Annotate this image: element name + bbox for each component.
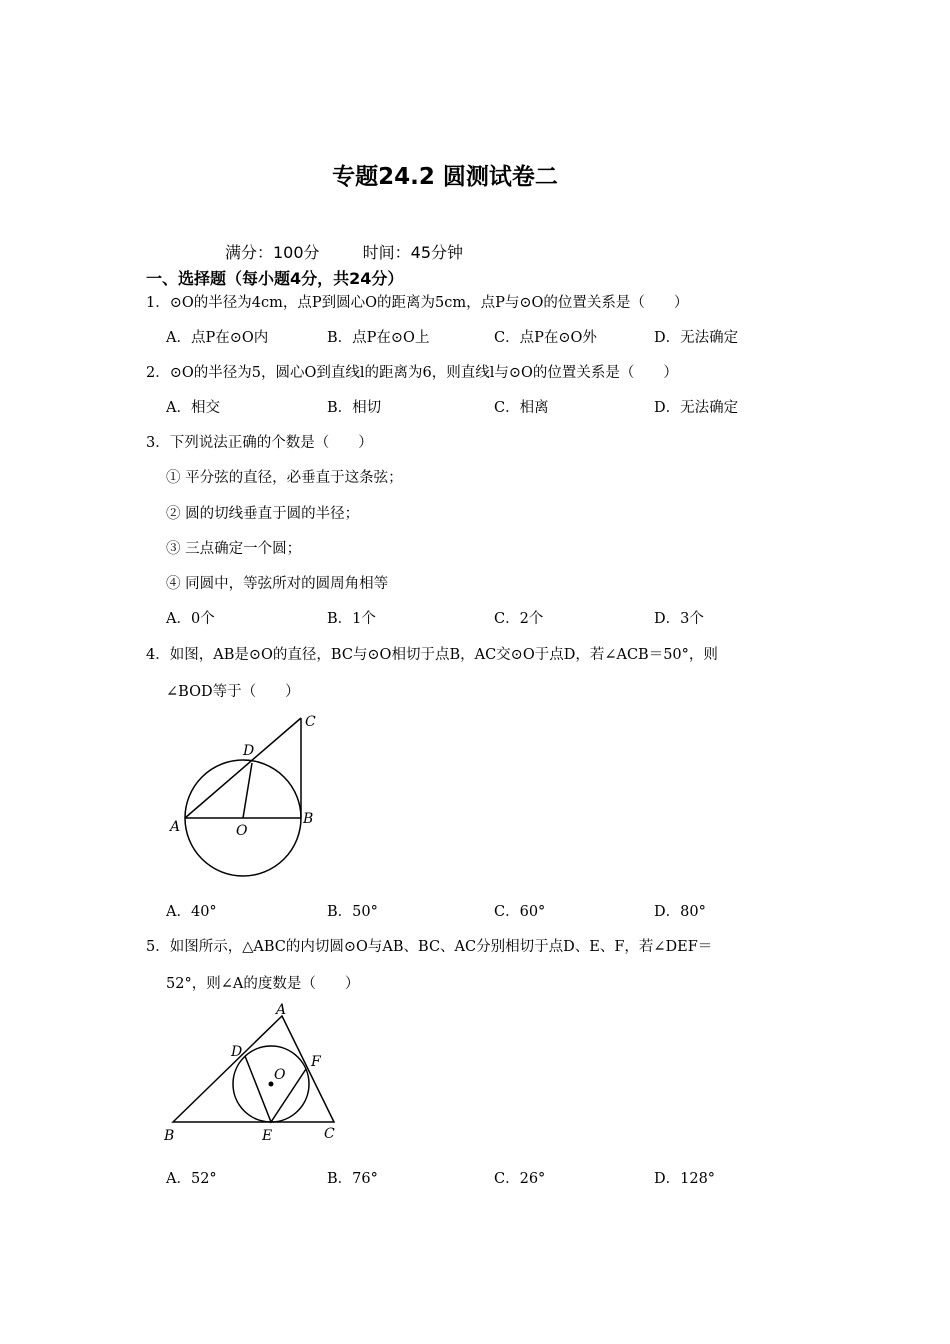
triangle-abc (173, 1016, 334, 1122)
option-d: D．128° (654, 1171, 716, 1187)
option-c: C．60° (494, 904, 546, 920)
page-title: 专题24.2 圆测试卷二 (332, 164, 558, 190)
option-c: C．26° (494, 1171, 546, 1187)
secant-ac (185, 718, 301, 818)
question-3-item-3: ③ 三点确定一个圆； (166, 541, 302, 557)
option-d: D．无法确定 (654, 400, 739, 416)
label-b: B (303, 811, 314, 827)
option-a: A．40° (166, 904, 217, 920)
full-score: 满分：100分 (225, 243, 320, 262)
option-d: D．80° (654, 904, 706, 920)
label-o: O (274, 1067, 286, 1083)
option-a: A．52° (166, 1171, 217, 1187)
section-heading: 一、选择题（每小题4分，共24分） (146, 269, 404, 288)
label-e: E (262, 1128, 273, 1144)
option-a: A．点P在⊙O内 (166, 330, 269, 346)
question-3-item-4: ④ 同圆中，等弦所对的圆周角相等 (166, 576, 389, 592)
question-4-stem-cont: ∠BOD等于（ ） (166, 684, 300, 700)
option-b: B．点P在⊙O上 (327, 330, 430, 346)
question-4-figure (160, 708, 330, 888)
option-c: C．相离 (494, 400, 549, 416)
label-c: C (324, 1126, 335, 1142)
option-b: B．1个 (327, 611, 376, 627)
option-d: D．3个 (654, 611, 704, 627)
question-5-figure (160, 998, 350, 1148)
question-5-stem: 5．如图所示，△ABC的内切圆⊙O与AB、BC、AC分别相切于点D、E、F，若∠DEF＝ (146, 939, 713, 955)
option-a: A．0个 (166, 611, 215, 627)
label-d: D (231, 1044, 243, 1060)
question-5-stem-cont: 52°，则∠A的度数是（ ） (166, 976, 360, 992)
option-b: B．50° (327, 904, 378, 920)
label-c: C (305, 714, 316, 730)
exam-meta (225, 240, 501, 263)
option-b: B．76° (327, 1171, 378, 1187)
label-a: A (276, 1002, 287, 1018)
label-b: B (164, 1128, 175, 1144)
question-3-item-1: ① 平分弦的直径，必垂直于这条弦； (166, 470, 403, 486)
option-c: C．2个 (494, 611, 544, 627)
label-o: O (236, 823, 248, 839)
time-limit: 时间：45分钟 (362, 243, 464, 262)
label-a: A (170, 819, 181, 835)
question-3-stem: 3．下列说法正确的个数是（ ） (146, 435, 373, 451)
center-o-dot (269, 1082, 274, 1087)
question-2-stem: 2．⊙O的半径为5，圆心O到直线l的距离为6，则直线l与⊙O的位置关系是（ ） (146, 365, 678, 381)
question-4-stem: 4．如图，AB是⊙O的直径，BC与⊙O相切于点B，AC交⊙O于点D，若∠ACB＝50°，则 (146, 647, 718, 663)
label-f: F (311, 1054, 321, 1070)
option-c: C．点P在⊙O外 (494, 330, 597, 346)
question-3-item-2: ② 圆的切线垂直于圆的半径； (166, 506, 360, 522)
option-a: A．相交 (166, 400, 220, 416)
label-d: D (243, 743, 255, 759)
question-1-stem: 1．⊙O的半径为4cm，点P到圆心O的距离为5cm，点P与⊙O的位置关系是（ ） (146, 295, 689, 311)
radius-od (243, 763, 252, 818)
option-d: D．无法确定 (654, 330, 739, 346)
option-b: B．相切 (327, 400, 382, 416)
